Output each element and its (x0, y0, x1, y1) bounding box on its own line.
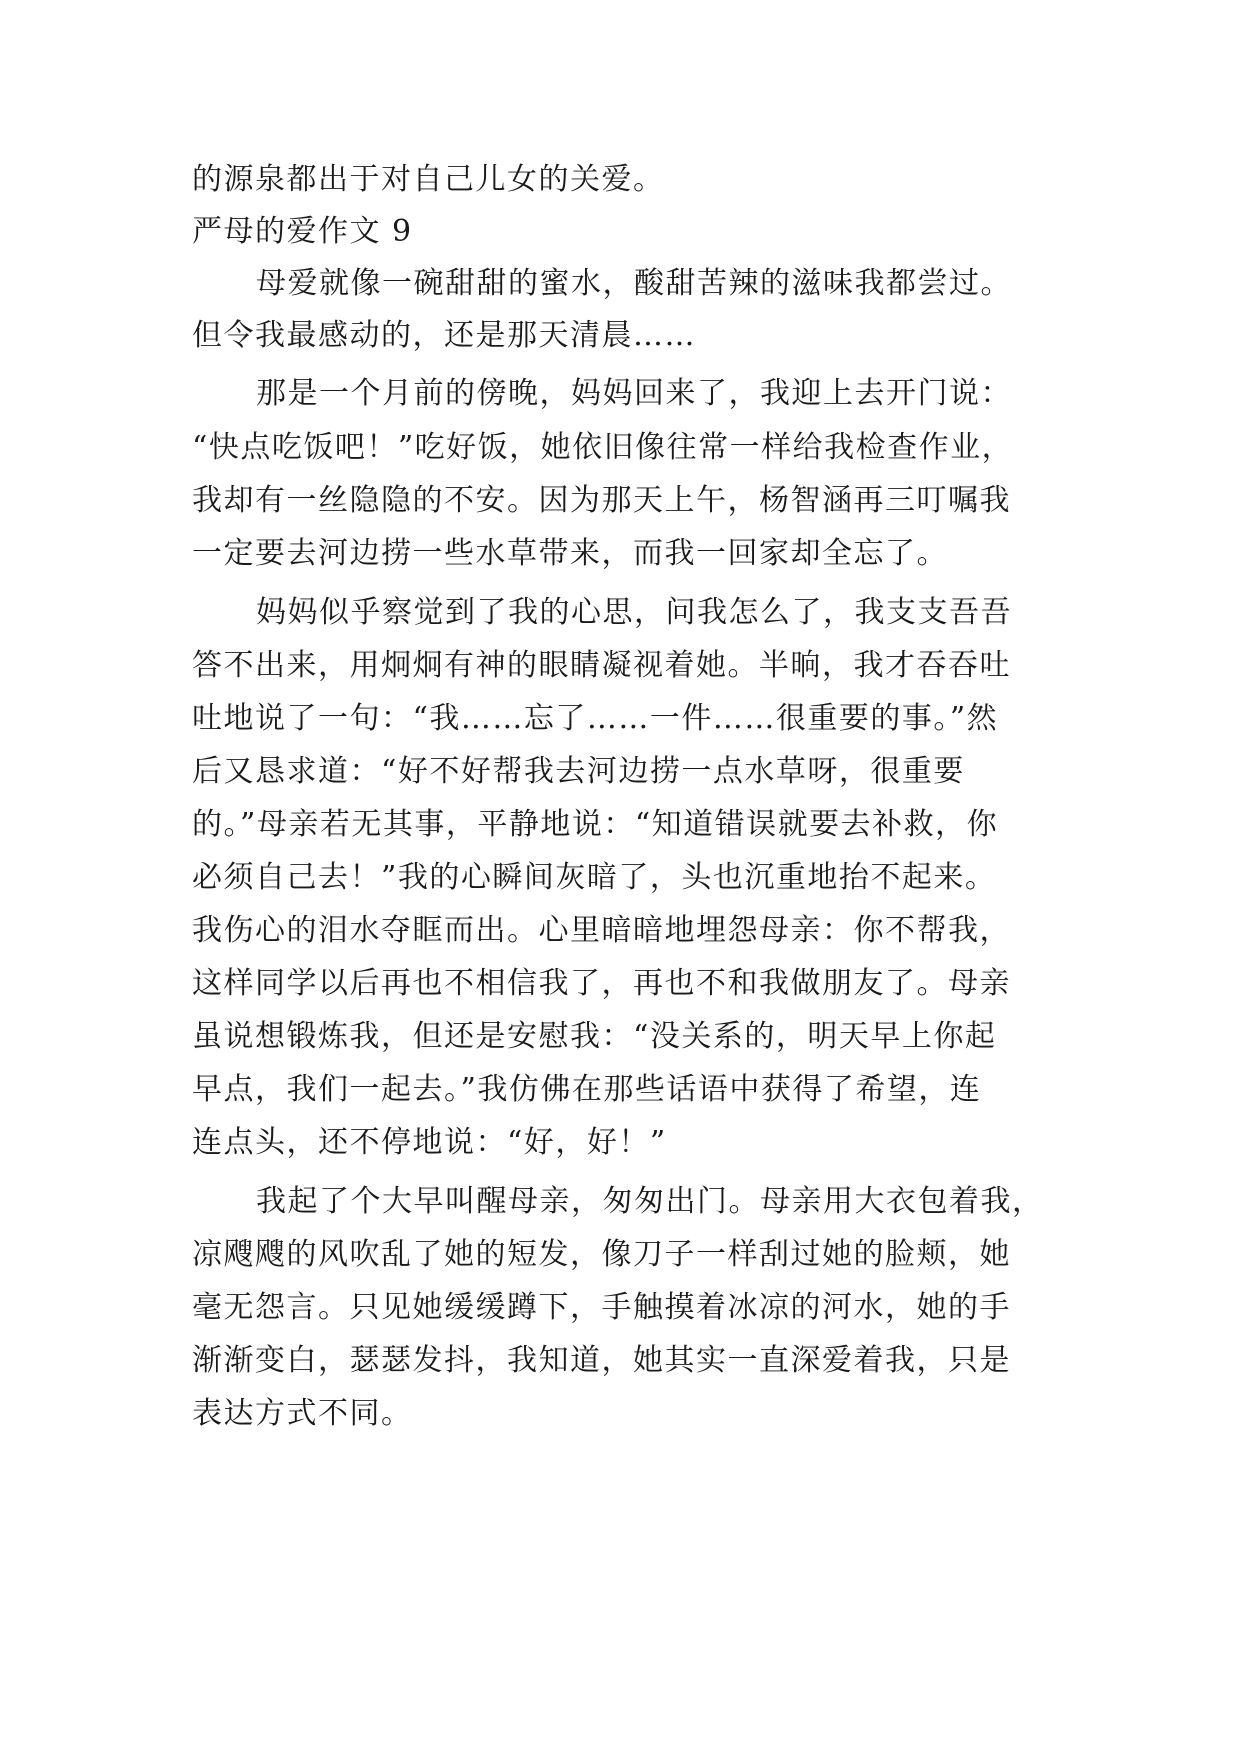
text-line: 这样同学以后再也不相信我了，再也不和我做朋友了。母亲 (192, 966, 1011, 1001)
text-line: 的。”母亲若无其事，平静地说：“知道错误就要去补救，你 (192, 807, 999, 842)
section-heading: 严母的爱作文 9 (192, 214, 413, 249)
text-line: 母爱就像一碗甜甜的蜜水，酸甜苦辣的滋味我都尝过。 (256, 266, 1012, 301)
text-line: 凉飕飕的风吹乱了她的短发，像刀子一样刮过她的脸颊，她 (192, 1237, 1011, 1272)
text-line: 表达方式不同。 (192, 1396, 413, 1431)
text-line: 后又恳求道：“好不好帮我去河边捞一点水草呀，很重要 (192, 754, 965, 789)
text-line: 早点，我们一起去。”我仿佛在那些话语中获得了希望，连 (192, 1072, 982, 1107)
text-line: 一定要去河边捞一些水草带来，而我一回家却全忘了。 (192, 536, 948, 571)
text-line: 我却有一丝隐隐的不安。因为那天上午，杨智涵再三叮嘱我 (192, 483, 1011, 518)
text-line: 毫无怨言。只见她缓缓蹲下，手触摸着冰凉的河水，她的手 (192, 1290, 1011, 1325)
text-line: 必须自己去！”我的心瞬间灰暗了，头也沉重地抬不起来。 (192, 860, 997, 895)
text-line: 虽说想锻炼我，但还是安慰我：“没关系的，明天早上你起 (192, 1019, 997, 1054)
text-line: 妈妈似乎察觉到了我的心思，问我怎么了，我支支吾吾 (256, 595, 1012, 630)
text-line: 答不出来，用炯炯有神的眼睛凝视着她。半晌，我才吞吞吐 (192, 648, 1011, 683)
text-line: “快点吃饭吧！”吃好饭，她依旧像往常一样给我检查作业， (192, 430, 1014, 465)
text-line: 我伤心的泪水夺眶而出。心里暗暗地埋怨母亲：你不帮我， (192, 913, 1011, 948)
text-line: 那是一个月前的傍晚，妈妈回来了，我迎上去开门说： (256, 376, 1012, 411)
text-line: 但令我最感动的，还是那天清晨…… (192, 318, 696, 353)
text-line: 吐地说了一句：“我……忘了……一件……很重要的事。”然 (192, 701, 999, 736)
text-line: 渐渐变白，瑟瑟发抖，我知道，她其实一直深爱着我，只是 (192, 1343, 1011, 1378)
text-line: 的源泉都出于对自己儿女的关爱。 (192, 162, 665, 197)
text-line: 我起了个大早叫醒母亲，匆匆出门。母亲用大衣包着我， (256, 1184, 1044, 1219)
text-line: 连点头，还不停地说：“好，好！” (192, 1125, 667, 1160)
